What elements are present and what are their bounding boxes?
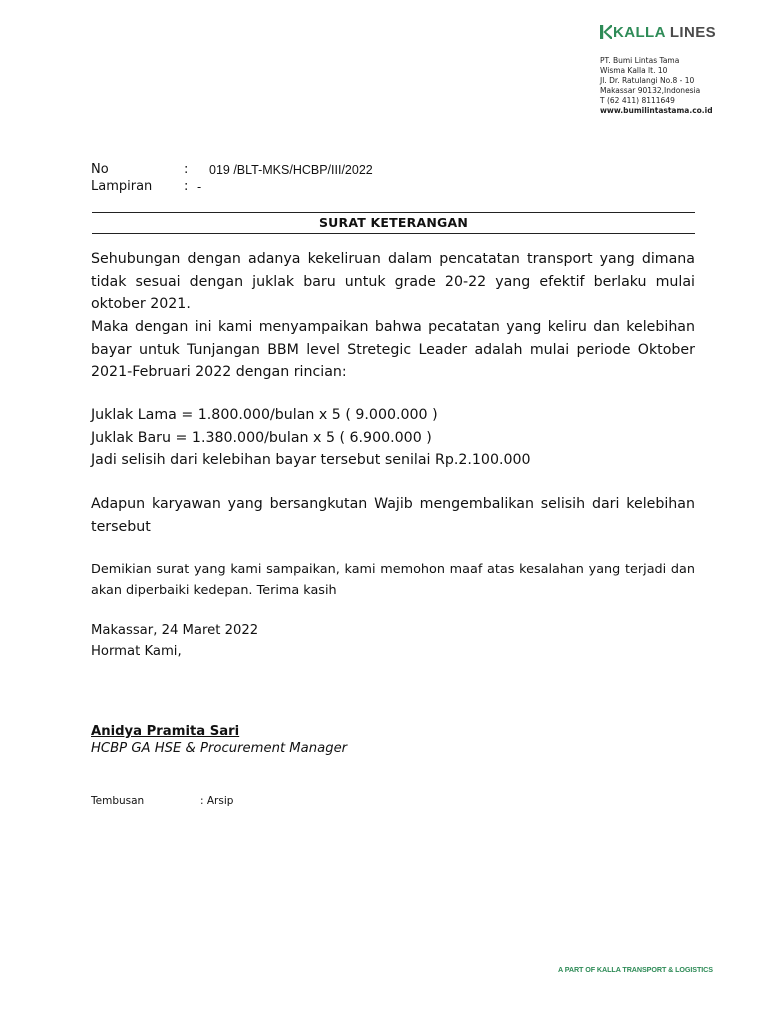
company-website: www.bumilintastama.co.id: [600, 106, 713, 115]
paragraph-statement: Maka dengan ini kami menyampaikan bahwa pecatatan yang keliru dan kelebihan bayar untuk Tunjangan BBM level Stretegic Leader adalah mulai periode Oktober 2021-Februari 2022 dengan rincian:: [91, 319, 695, 380]
paragraph-closing: Demikian surat yang kami sampaikan, kami memohon maaf atas kesalahan yang terjadi dan akan diperbaiki kedepan. Terima kasih: [91, 562, 695, 598]
company-address: [600, 56, 760, 116]
title-divider-bottom: [92, 233, 695, 234]
detail-line-new: Juklak Baru = 1.380.000/bulan x 5 ( 6.900.000 ): [91, 429, 432, 446]
paragraph-intro: Sehubungan dengan adanya kekeliruan dalam pencatatan transport yang dimana tidak sesuai dengan juklak baru untuk grade 20-22 yang efektif berlaku mulai oktober 2021.: [91, 251, 695, 312]
document-title: SURAT KETERANGAN: [318, 215, 468, 230]
letter-number-label: No: [91, 162, 109, 177]
detail-line-old: Juklak Lama = 1.800.000/bulan x 5 ( 9.000.000 ): [91, 407, 438, 423]
company-city: Makassar 90132,Indonesia: [600, 86, 701, 95]
cc-value: : Arsip: [200, 795, 234, 807]
paragraph-details: [91, 404, 695, 472]
closing-block: [91, 620, 258, 662]
regards: Hormat Kami,: [91, 644, 182, 659]
company-street: Jl. Dr. Ratulangi No.8 - 10: [600, 76, 695, 85]
attachment-label: Lampiran: [91, 179, 153, 194]
company-logo: [600, 22, 716, 42]
company-name: PT. Bumi Lintas Tama: [600, 56, 680, 65]
signatory-position: HCBP GA HSE & Procurement Manager: [91, 741, 348, 756]
footer-tagline: A PART OF KALLA TRANSPORT & LOGISTICS: [558, 965, 713, 974]
signatory-name: Anidya Pramita Sari: [91, 724, 240, 739]
company-building: Wisma Kalla lt. 10: [600, 66, 668, 75]
attachment-colon: :: [184, 179, 189, 194]
cc-label: Tembusan: [91, 795, 145, 807]
kalla-logo-icon: [600, 24, 612, 40]
title-divider-top: [92, 212, 695, 213]
letter-number-colon: :: [184, 162, 189, 177]
place-date: Makassar, 24 Maret 2022: [91, 623, 259, 638]
letter-number-value: 019 /BLT-MKS/HCBP/III/2022: [209, 163, 373, 177]
attachment-value: -: [197, 180, 202, 194]
detail-line-difference: Jadi selisih dari kelebihan bayar tersebut senilai Rp.2.100.000: [91, 452, 531, 468]
logo-text-kalla: KALLA: [613, 23, 666, 41]
company-phone: T (62 411) 8111649: [600, 96, 675, 105]
paragraph-obligation: Adapun karyawan yang bersangkutan Wajib mengembalikan selisih dari kelebihan tersebut: [91, 496, 695, 535]
logo-text-lines: LINES: [669, 23, 717, 41]
